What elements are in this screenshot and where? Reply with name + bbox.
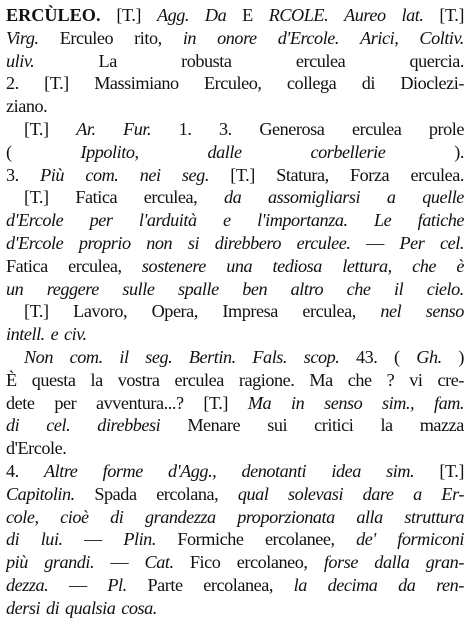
entry-word: cosa. [121,597,157,618]
entry-word: che [347,369,372,390]
entry-word: ercolanee, [264,529,335,550]
entry-word: Ma [309,369,333,390]
entry-word: d'Agg., [168,460,217,481]
entry-word: assomigliarsi [267,187,361,208]
entry-word: Opera, [151,301,198,322]
entry-word: Lavoro, [73,301,128,322]
entry-line [6,164,464,187]
entry-word: e [50,324,59,345]
entry-word: Ma [247,392,272,413]
entry-line [6,186,464,209]
entry-word: più [6,552,28,573]
entry-word: uliv. [6,50,35,71]
entry-word: l'importanza. [257,210,348,231]
entry-word: dezza. [6,574,49,595]
entry-line [6,141,464,164]
entry-word: reggere [46,278,99,299]
entry-word: Erculeo [59,27,114,48]
entry-word: mazza [419,415,464,436]
entry-word: un [6,278,24,299]
entry-word: direbbesi [97,415,161,436]
entry-word: Pl. [107,574,127,595]
entry-word: erculea [174,369,224,390]
entry-word: che [412,255,436,276]
entry-word: idea [331,460,361,481]
entry-word: fam. [433,392,464,413]
entry-word: sim., [382,392,415,413]
entry-word: proporzionata [237,506,335,527]
entry-word: Fur. [123,118,152,139]
entry-word: cel. [440,232,464,253]
entry-word: prole [428,118,464,139]
entry-word: qualsia [65,597,116,618]
entry-word: a [386,187,396,208]
entry-word: spalle [177,278,219,299]
entry-word: cole, [6,506,39,527]
entry-line [6,72,464,95]
entry-word: Generosa [259,118,325,139]
entry-word: d'Ercole. [6,438,67,459]
entry-word: cre- [437,369,464,390]
entry-word: questa [31,369,76,390]
entry-word: nel [380,301,402,322]
entry-word: seg. [145,346,173,367]
entry-word: sui [267,415,288,436]
entry-word: di [6,415,20,436]
entry-word: RCOLE. [268,5,329,25]
entry-word: a [413,483,422,504]
entry-word: Menare [187,415,241,436]
entry-word: — [84,529,102,550]
entry-word: Fatica [75,187,118,208]
entry-word: senso [324,392,363,413]
entry-word: dersi [6,597,41,618]
entry-word: [T.] [24,118,49,139]
entry-word: corbellerie [310,141,386,162]
entry-word: alla [356,506,383,527]
entry-word: d'Ercole [6,232,64,253]
entry-text [6,4,464,620]
entry-word: erculea. [410,164,464,185]
entry-word: Massimiano [94,73,179,94]
entry-word: per [89,210,113,231]
entry-word: Cat. [144,552,174,573]
entry-word: di [361,73,375,94]
entry-word: è [456,255,464,276]
entry-word: di [6,529,20,550]
entry-word: robusta [181,50,232,71]
entry-word: erculea, [302,301,356,322]
entry-word: cel. [46,415,71,436]
entry-word: — [68,574,87,595]
entry-word: lettura, [342,255,392,276]
entry-word: 4. [6,460,19,481]
entry-word: ziano. [6,96,48,117]
entry-word: E [242,5,253,25]
entry-word: ragione. [238,369,295,390]
entry-line [6,528,464,551]
entry-word: Per [399,232,425,253]
entry-line [6,255,464,278]
entry-word: erculea [351,118,402,139]
entry-word: ren- [436,574,464,595]
entry-word: Er- [441,483,464,504]
entry-word: denotanti [241,460,307,481]
entry-word: che [346,278,371,299]
entry-word: lui. [40,529,63,550]
entry-word: [T.] [24,187,49,208]
entry-line [6,278,464,301]
entry-word: per [54,392,77,413]
entry-word: civ. [64,324,87,345]
entry-word: Aureo [344,5,386,25]
headword: ERCÙLEO. [6,5,101,25]
entry-word: vi [409,369,423,390]
entry-word: Coltiv. [419,27,464,48]
entry-word: Più [40,164,64,185]
entry-word: Gh. [416,346,442,367]
entry-word: formiconi [397,529,464,550]
entry-line [6,437,464,460]
entry-word: dare [362,483,394,504]
entry-word: struttura [404,506,464,527]
entry-word: fatiche [417,210,464,231]
entry-word: in [182,27,197,48]
entry-word: La [98,50,117,71]
entry-word: altro [290,278,324,299]
entry-word: il [119,346,129,367]
entry-word: tediosa [272,255,322,276]
entry-line [6,50,464,73]
entry-word: sostenere [141,255,206,276]
entry-line [6,506,464,529]
entry-word: lat. [401,5,424,25]
entry-word: dalle [207,141,242,162]
entry-word: Impresa [222,301,278,322]
entry-word: il [393,278,404,299]
entry-word: d'Ercole [6,210,64,231]
entry-word: grandi. [44,552,95,573]
entry-word: solevasi [288,483,344,504]
entry-word: intell. [6,324,45,345]
entry-word: non [146,232,173,253]
entry-word: quercia. [409,50,464,71]
entry-word: decima [327,574,378,595]
entry-word: cielo. [426,278,464,299]
entry-word: Bertin. [188,346,236,367]
entry-line [6,4,464,27]
entry-word: — [110,552,129,573]
entry-word: collega [286,73,337,94]
entry-word: forse [323,552,358,573]
entry-line [6,460,464,483]
entry-word: in [291,392,305,413]
entry-word: una [226,255,253,276]
entry-word: com. [85,164,119,185]
entry-word: da [223,187,242,208]
entry-word: seg. [181,164,209,185]
entry-line [6,392,464,415]
entry-word: grandezza [144,506,216,527]
entry-word: Ippolito, [80,141,139,162]
entry-word: onore [217,27,257,48]
entry-word: Statura, [276,164,329,185]
entry-line [6,369,464,392]
entry-word: ( [6,141,12,162]
entry-word: [T.] [44,73,69,94]
entry-word: ) [458,346,464,367]
entry-word: ercolanea, [203,574,273,595]
entry-word: Fico [189,552,221,573]
entry-word: [T.] [230,164,255,185]
entry-word: Arici, [360,27,399,48]
entry-line [6,209,464,232]
entry-word: sim. [386,460,415,481]
entry-word: Da [204,5,227,25]
entry-line [6,232,464,255]
entry-word: com. [69,346,103,367]
entry-word: la [90,369,103,390]
entry-word: la [293,574,307,595]
entry-line [6,95,464,118]
entry-word: ( [394,346,400,367]
entry-word: direbbero [214,232,282,253]
entry-word: erculea, [143,187,198,208]
entry-line [6,414,464,437]
entry-word: e [223,210,231,231]
entry-word: erculea, [68,255,122,276]
entry-word: Fals. [252,346,288,367]
entry-line [6,300,464,323]
entry-word: 2. [6,73,19,94]
entry-word: nei [139,164,161,185]
entry-word: d'Ercole. [277,27,340,48]
entry-word: da [398,574,416,595]
entry-word: 1. [178,118,192,139]
entry-word: dalla [374,552,410,573]
entry-word: ? [386,369,395,390]
entry-line [6,323,464,346]
entry-word: critici [314,415,354,436]
entry-word: [T.] [439,460,464,481]
entry-word: Agg. [156,5,189,25]
entry-word: Virg. [6,27,39,48]
entry-word: qual [237,483,269,504]
entry-line [6,27,464,50]
entry-word: Non [24,346,53,367]
entry-word: Forza [350,164,390,185]
entry-line [6,346,464,369]
entry-word: Le [373,210,392,231]
entry-word: 43. [355,346,378,367]
entry-word: ercolaneo, [236,552,308,573]
entry-word: rito, [134,27,162,48]
entry-word: Capitolin. [6,483,75,504]
entry-word: [T.] [439,5,464,25]
entry-line [6,551,464,574]
entry-word: È [6,369,17,390]
entry-word: si [187,232,200,253]
entry-word: Erculeo, [204,73,262,94]
entry-line [6,574,464,597]
entry-word: di [110,506,124,527]
entry-word: Ar. [76,118,96,139]
entry-word: gran- [425,552,464,573]
entry-word: de' [356,529,376,550]
entry-word: dete [6,392,35,413]
entry-word: l'arduità [138,210,197,231]
entry-word: sulle [122,278,155,299]
entry-line [6,118,464,141]
entry-word: Spada [94,483,137,504]
entry-word: [T.] [116,5,142,25]
entry-word: — [366,232,384,253]
entry-word: scop. [303,346,340,367]
entry-word: Plin. [123,529,156,550]
entry-word: 3. [6,164,19,185]
entry-word: la [380,415,393,436]
entry-word: forme [102,460,143,481]
entry-word: Parte [147,574,183,595]
entry-word: [T.] [24,301,49,322]
entry-word: erculea [295,50,346,71]
entry-word: Fatica [6,255,48,276]
entry-word: Dioclezi- [400,73,464,94]
entry-word: proprio [78,232,131,253]
entry-word: Formiche [177,529,244,550]
entry-word: ben [242,278,268,299]
entry-line [6,597,464,620]
entry-word: 3. [219,118,232,139]
entry-word: Altre [43,460,78,481]
entry-word: cioè [60,506,89,527]
entry-word: ercolana, [156,483,219,504]
entry-word: erculee. [296,232,351,253]
entry-word: vostra [117,369,160,390]
entry-word: ). [454,141,464,162]
entry-word: senso [425,301,464,322]
entry-word: di [45,597,60,618]
entry-line [6,483,464,506]
entry-word: [T.] [203,392,229,413]
entry-word: quelle [422,187,464,208]
entry-word: avventura...? [96,392,184,413]
